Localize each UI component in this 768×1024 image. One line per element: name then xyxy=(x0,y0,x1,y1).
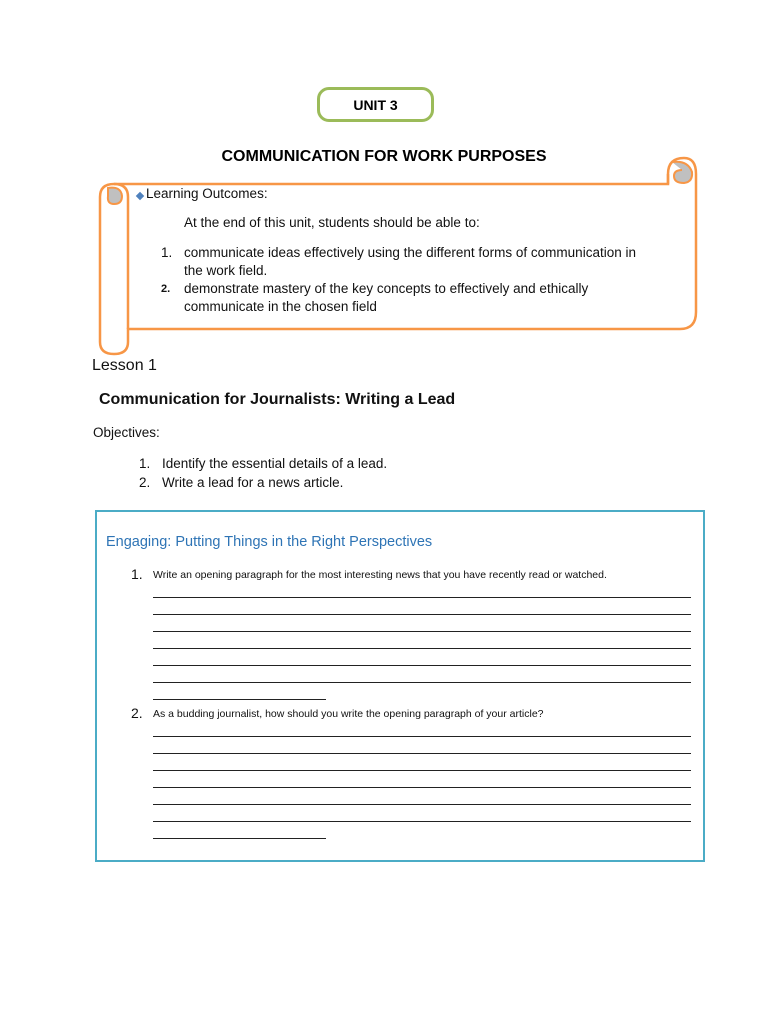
answer-line[interactable] xyxy=(153,682,691,683)
answer-line[interactable] xyxy=(153,821,691,822)
answer-line[interactable] xyxy=(153,736,691,737)
question-number: 1. xyxy=(131,566,143,582)
learning-outcomes xyxy=(137,186,677,314)
objective-item: 2. Write a lead for a news article. xyxy=(139,475,344,490)
objectives-label: Objectives: xyxy=(93,425,160,440)
learning-outcomes-list xyxy=(161,244,671,316)
engaging-activity-box xyxy=(95,510,705,862)
answer-line[interactable] xyxy=(153,787,691,788)
learning-outcomes-intro: At the end of this unit, students should be able to: xyxy=(184,215,480,230)
outcome-item: 2. demonstrate mastery of the key concepts to effectively and ethically communicate in the chosen field xyxy=(161,281,589,314)
question-text: As a budding journalist, how should you write the opening paragraph of your article? xyxy=(153,708,544,720)
answer-line[interactable] xyxy=(153,614,691,615)
answer-line[interactable] xyxy=(153,648,691,649)
diamond-bullet-icon xyxy=(136,191,144,199)
answer-line[interactable] xyxy=(153,753,691,754)
answer-line[interactable] xyxy=(153,838,326,839)
unit-title: COMMUNICATION FOR WORK PURPOSES xyxy=(221,148,547,165)
lesson-title: Communication for Journalists: Writing a Lead xyxy=(99,391,456,408)
outcome-item: 1. communicate ideas effectively using the different forms of communication in the work field. xyxy=(161,245,636,278)
question-number: 2. xyxy=(131,705,143,721)
answer-line[interactable] xyxy=(153,631,691,632)
question-text: Write an opening paragraph for the most interesting news that you have recently read or watched. xyxy=(153,569,607,581)
unit-badge-label: UNIT 3 xyxy=(353,96,398,113)
objective-item: 1. Identify the essential details of a lead. xyxy=(139,456,388,471)
answer-line[interactable] xyxy=(153,597,691,598)
unit-badge xyxy=(317,87,434,122)
answer-line[interactable] xyxy=(153,699,326,700)
engaging-title: Engaging: Putting Things in the Right Perspectives xyxy=(106,534,433,550)
objectives-list xyxy=(139,454,387,492)
learning-outcomes-heading: Learning Outcomes: xyxy=(137,186,677,201)
answer-line[interactable] xyxy=(153,770,691,771)
lesson-label: Lesson 1 xyxy=(92,357,157,374)
answer-line[interactable] xyxy=(153,665,691,666)
answer-line[interactable] xyxy=(153,804,691,805)
